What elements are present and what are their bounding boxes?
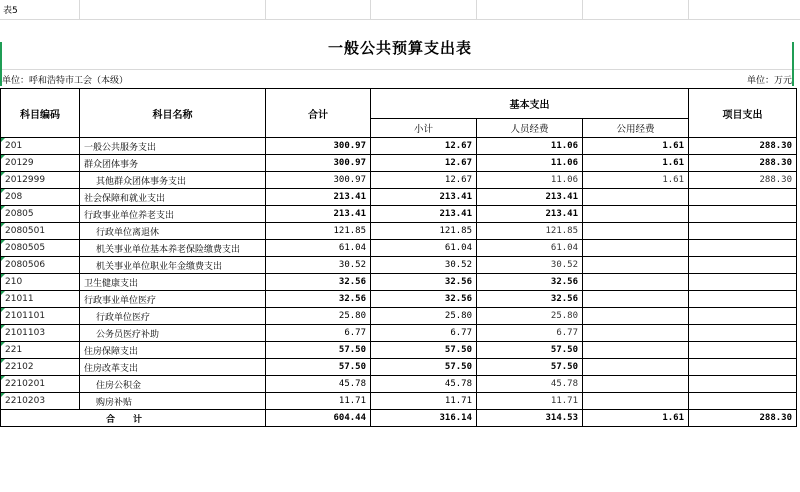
cell-subtotal[interactable]: 213.41: [371, 189, 477, 206]
cell-project[interactable]: [689, 257, 797, 274]
cell-public[interactable]: [583, 342, 689, 359]
cell-personnel[interactable]: 213.41: [477, 206, 583, 223]
total-total[interactable]: 604.44: [266, 410, 371, 427]
header-personnel[interactable]: 人员经费: [477, 119, 583, 138]
cell-project[interactable]: 288.30: [689, 138, 797, 155]
cell-code[interactable]: 22102: [1, 359, 80, 376]
cell-public[interactable]: [583, 376, 689, 393]
cell-total[interactable]: 32.56: [266, 291, 371, 308]
table-row: [1, 376, 797, 393]
cell-public[interactable]: [583, 223, 689, 240]
unit-row[interactable]: [0, 70, 800, 87]
table-row: [1, 240, 797, 257]
table-row: [1, 138, 797, 155]
cell-public[interactable]: [583, 257, 689, 274]
cell-name[interactable]: 机关事业单位基本养老保险缴费支出: [80, 240, 266, 257]
cell-personnel[interactable]: 61.04: [477, 240, 583, 257]
cell-project[interactable]: [689, 189, 797, 206]
cell-project[interactable]: [689, 393, 797, 410]
cell-name[interactable]: 卫生健康支出: [80, 274, 266, 291]
cell-subtotal[interactable]: 32.56: [371, 274, 477, 291]
cell-total[interactable]: 213.41: [266, 189, 371, 206]
cell-project[interactable]: [689, 376, 797, 393]
cell-name[interactable]: 行政事业单位医疗: [80, 291, 266, 308]
cell-public[interactable]: [583, 308, 689, 325]
cell-project[interactable]: [689, 240, 797, 257]
cell-total[interactable]: 213.41: [266, 206, 371, 223]
cell-subtotal[interactable]: 30.52: [371, 257, 477, 274]
table-row: [1, 393, 797, 410]
header-code[interactable]: 科目编码: [1, 89, 80, 138]
cell-total[interactable]: 45.78: [266, 376, 371, 393]
cell-subtotal[interactable]: 121.85: [371, 223, 477, 240]
cell-personnel[interactable]: 25.80: [477, 308, 583, 325]
header-project[interactable]: 项目支出: [689, 89, 797, 138]
cell-total[interactable]: 57.50: [266, 359, 371, 376]
budget-table: [0, 88, 797, 427]
table-row: [1, 325, 797, 342]
cell-subtotal[interactable]: 57.50: [371, 342, 477, 359]
cell-public[interactable]: 1.61: [583, 172, 689, 189]
total-row: [1, 410, 797, 427]
cell-subtotal[interactable]: 12.67: [371, 172, 477, 189]
cell-total[interactable]: 300.97: [266, 172, 371, 189]
cell-personnel[interactable]: 6.77: [477, 325, 583, 342]
cell-code[interactable]: 2210203: [1, 393, 80, 410]
cell-project[interactable]: 288.30: [689, 155, 797, 172]
sheet-tag: 表5: [3, 6, 18, 16]
cell-project[interactable]: [689, 291, 797, 308]
cell-total[interactable]: 57.50: [266, 342, 371, 359]
cell-code[interactable]: 208: [1, 189, 80, 206]
table-row: [1, 257, 797, 274]
table-row: [1, 342, 797, 359]
table-row: [1, 155, 797, 172]
cell-name[interactable]: 其他群众团体事务支出: [80, 172, 266, 189]
cell-total[interactable]: 30.52: [266, 257, 371, 274]
cell-name[interactable]: 购房补贴: [80, 393, 266, 410]
table-row: [1, 291, 797, 308]
cell-code[interactable]: 2080505: [1, 240, 80, 257]
cell-personnel[interactable]: 213.41: [477, 189, 583, 206]
table-row: [1, 359, 797, 376]
cell-name[interactable]: 机关事业单位职业年金缴费支出: [80, 257, 266, 274]
table-row: [1, 308, 797, 325]
cell-code[interactable]: 21011: [1, 291, 80, 308]
cell-personnel[interactable]: 11.06: [477, 138, 583, 155]
cell-code[interactable]: 20129: [1, 155, 80, 172]
cell-project[interactable]: [689, 206, 797, 223]
cell-code[interactable]: 2210201: [1, 376, 80, 393]
sheet-top-row[interactable]: [0, 0, 800, 20]
cell-project[interactable]: [689, 274, 797, 291]
cell-code[interactable]: 2080501: [1, 223, 80, 240]
cell-code[interactable]: 210: [1, 274, 80, 291]
cell-code[interactable]: 2101101: [1, 308, 80, 325]
cell-personnel[interactable]: 30.52: [477, 257, 583, 274]
cell-subtotal[interactable]: 25.80: [371, 308, 477, 325]
cell-public[interactable]: [583, 359, 689, 376]
cell-public[interactable]: [583, 189, 689, 206]
cell-total[interactable]: 11.71: [266, 393, 371, 410]
total-subtotal[interactable]: 316.14: [371, 410, 477, 427]
cell-subtotal[interactable]: 11.71: [371, 393, 477, 410]
cell-code[interactable]: 2101103: [1, 325, 80, 342]
cell-subtotal[interactable]: 12.67: [371, 138, 477, 155]
cell-public[interactable]: [583, 206, 689, 223]
unit-organization: 单位：呼和浩特市工会（本级）: [2, 76, 129, 86]
header-total[interactable]: 合计: [266, 89, 371, 138]
cell-project[interactable]: [689, 342, 797, 359]
cell-total[interactable]: 300.97: [266, 138, 371, 155]
cell-public[interactable]: [583, 240, 689, 257]
cell-personnel[interactable]: 57.50: [477, 359, 583, 376]
cell-public[interactable]: [583, 274, 689, 291]
header-subtotal[interactable]: 小计: [371, 119, 477, 138]
header-basic[interactable]: 基本支出: [371, 89, 689, 119]
cell-name[interactable]: 群众团体事务: [80, 155, 266, 172]
cell-code[interactable]: 2012999: [1, 172, 80, 189]
cell-public[interactable]: [583, 325, 689, 342]
cell-total[interactable]: 300.97: [266, 155, 371, 172]
table-row: [1, 189, 797, 206]
total-public[interactable]: 1.61: [583, 410, 689, 427]
total-project[interactable]: 288.30: [689, 410, 797, 427]
table-row: [1, 206, 797, 223]
cell-total[interactable]: 6.77: [266, 325, 371, 342]
table-row: [1, 172, 797, 189]
page-title: 一般公共预算支出表: [327, 39, 472, 57]
cell-code[interactable]: 221: [1, 342, 80, 359]
cell-personnel[interactable]: 121.85: [477, 223, 583, 240]
cell-name[interactable]: 住房保障支出: [80, 342, 266, 359]
cell-name[interactable]: 公务员医疗补助: [80, 325, 266, 342]
cell-code[interactable]: 201: [1, 138, 80, 155]
table-row: [1, 274, 797, 291]
cell-public[interactable]: 1.61: [583, 138, 689, 155]
cell-name[interactable]: 一般公共服务支出: [80, 138, 266, 155]
cell-public[interactable]: [583, 393, 689, 410]
cell-total[interactable]: 61.04: [266, 240, 371, 257]
cell-subtotal[interactable]: 213.41: [371, 206, 477, 223]
cell-project[interactable]: [689, 359, 797, 376]
cell-subtotal[interactable]: 57.50: [371, 359, 477, 376]
cell-total[interactable]: 25.80: [266, 308, 371, 325]
cell-project[interactable]: 288.30: [689, 172, 797, 189]
cell-public[interactable]: [583, 291, 689, 308]
cell-personnel[interactable]: 32.56: [477, 291, 583, 308]
cell-total[interactable]: 121.85: [266, 223, 371, 240]
cell-public[interactable]: 1.61: [583, 155, 689, 172]
unit-currency: 单位：万元: [746, 76, 792, 86]
cell-subtotal[interactable]: 6.77: [371, 325, 477, 342]
cell-personnel[interactable]: 32.56: [477, 274, 583, 291]
cell-personnel[interactable]: 11.06: [477, 172, 583, 189]
cell-name[interactable]: 社会保障和就业支出: [80, 189, 266, 206]
cell-project[interactable]: [689, 308, 797, 325]
cell-name[interactable]: 住房公积金: [80, 376, 266, 393]
title-cell[interactable]: [0, 20, 800, 70]
cell-project[interactable]: [689, 223, 797, 240]
cell-subtotal[interactable]: 61.04: [371, 240, 477, 257]
cell-total[interactable]: 32.56: [266, 274, 371, 291]
cell-project[interactable]: [689, 325, 797, 342]
table-row: [1, 223, 797, 240]
cell-personnel[interactable]: 57.50: [477, 342, 583, 359]
cell-personnel[interactable]: 11.71: [477, 393, 583, 410]
cell-name[interactable]: 住房改革支出: [80, 359, 266, 376]
total-label[interactable]: 合计: [1, 410, 266, 427]
cell-subtotal[interactable]: 45.78: [371, 376, 477, 393]
cell-name[interactable]: 行政单位医疗: [80, 308, 266, 325]
cell-personnel[interactable]: 45.78: [477, 376, 583, 393]
cell-code[interactable]: 20805: [1, 206, 80, 223]
cell-code[interactable]: 2080506: [1, 257, 80, 274]
header-name[interactable]: 科目名称: [80, 89, 266, 138]
cell-name[interactable]: 行政单位离退休: [80, 223, 266, 240]
cell-personnel[interactable]: 11.06: [477, 155, 583, 172]
total-personnel[interactable]: 314.53: [477, 410, 583, 427]
cell-subtotal[interactable]: 12.67: [371, 155, 477, 172]
header-public[interactable]: 公用经费: [583, 119, 689, 138]
cell-name[interactable]: 行政事业单位养老支出: [80, 206, 266, 223]
cell-subtotal[interactable]: 32.56: [371, 291, 477, 308]
